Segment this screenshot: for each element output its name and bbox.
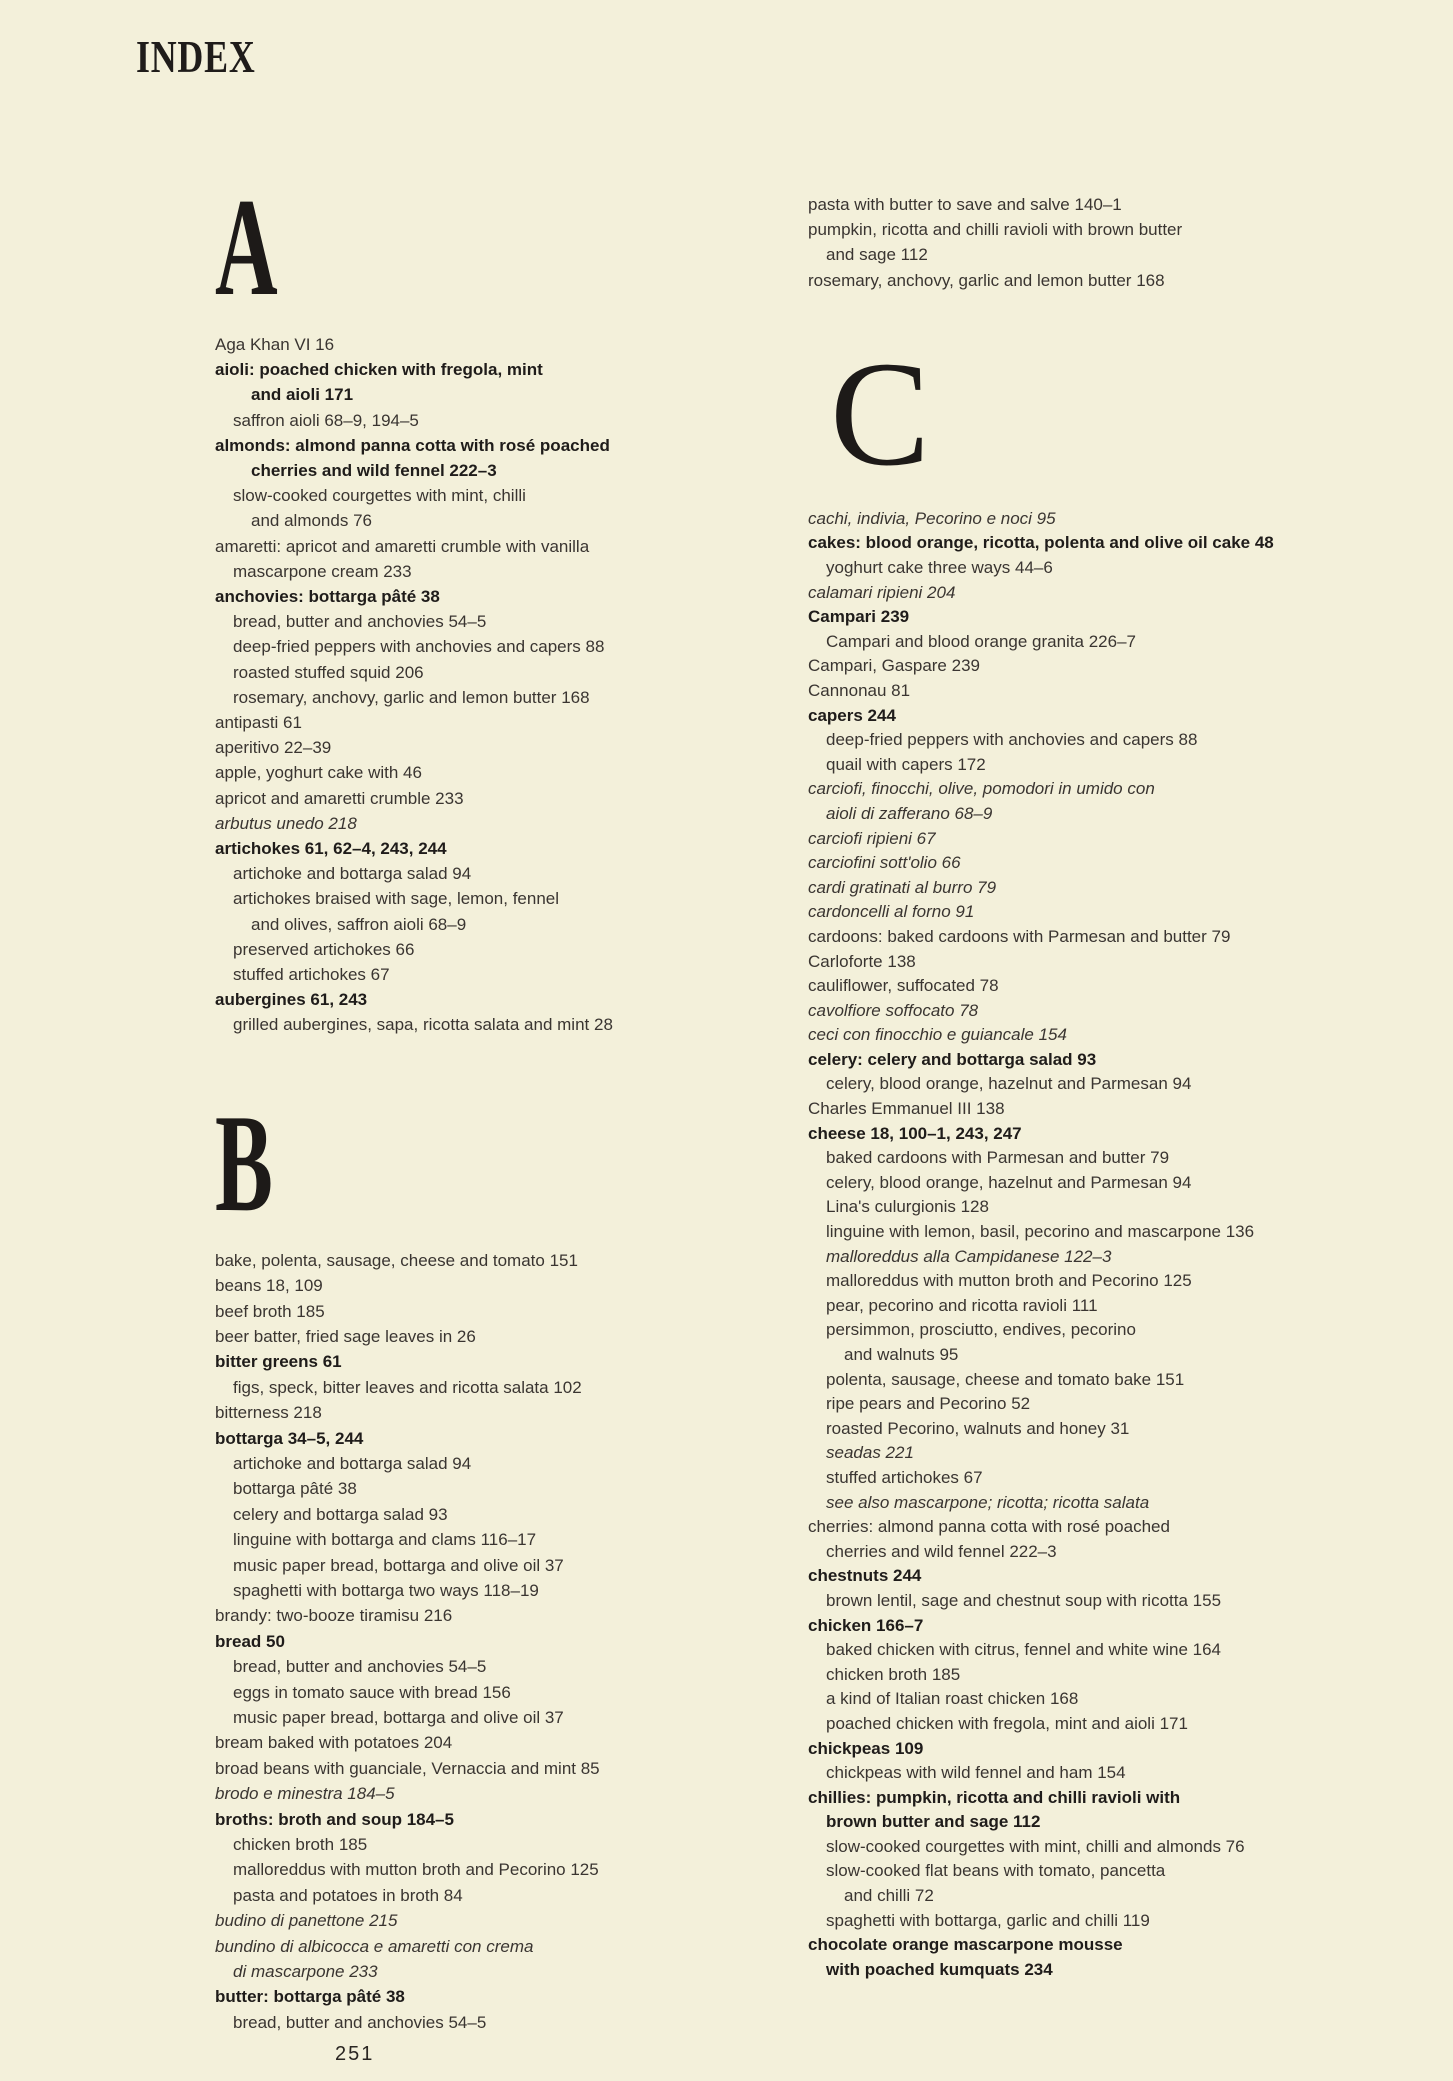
index-entry: chicken broth 185 [826,1664,961,1684]
index-entry: anchovies: bottarga pâté 38 [215,587,440,607]
index-entry: cakes: blood orange, ricotta, polenta and olive oil cake 48 [808,533,1274,553]
index-entry: almonds: almond panna cotta with rosé poached [215,435,610,455]
index-entry: bottarga pâté 38 [233,1479,357,1499]
index-entry: chillies: pumpkin, ricotta and chilli ravioli with [808,1787,1181,1807]
index-entry: deep-fried peppers with anchovies and capers 88 [826,730,1198,750]
index-entry: cavolfiore soffocato 78 [808,1000,979,1020]
index-entry: seadas 221 [826,1443,914,1463]
index-entry: bread, butter and anchovies 54–5 [233,1657,487,1677]
section-letter-b: B [215,1085,273,1241]
index-entry: artichokes braised with sage, lemon, fennel [233,889,560,909]
index-entry: slow-cooked courgettes with mint, chilli and almonds 76 [826,1836,1245,1856]
index-entry: brandy: two-booze tiramisu 216 [215,1606,453,1626]
index-entry: Aga Khan VI 16 [215,335,335,354]
index-entry: aperitivo 22–39 [215,738,332,758]
index-entry: roasted Pecorino, walnuts and honey 31 [826,1418,1130,1438]
index-entry: spaghetti with bottarga two ways 118–19 [233,1580,539,1600]
index-entry: pasta and potatoes in broth 84 [233,1885,463,1905]
index-entry: arbutus unedo 218 [215,813,357,833]
left-column [215,170,775,2081]
section-letter-c: C [830,330,931,497]
index-entry: Campari, Gaspare 239 [808,656,980,676]
index-entry: Lina's culurgionis 128 [826,1197,989,1217]
index-entry: pear, pecorino and ricotta ravioli 111 [826,1295,1098,1315]
index-entry: slow-cooked flat beans with tomato, pancetta [826,1861,1166,1881]
index-entry: bread, butter and anchovies 54–5 [233,2012,487,2032]
index-entry: a kind of Italian roast chicken 168 [826,1689,1079,1709]
index-entry: chickpeas with wild fennel and ham 154 [826,1763,1126,1783]
index-entry: aubergines 61, 243 [215,990,368,1010]
index-entry: di mascarpone 233 [233,1962,378,1982]
index-entry: aioli: poached chicken with fregola, mint [215,360,543,380]
index-entry: budino di panettone 215 [215,1911,398,1931]
index-entry: malloreddus with mutton broth and Pecorino 125 [233,1860,599,1880]
index-entry: celery: celery and bottarga salad 93 [808,1049,1097,1069]
index-entry: cardoons: baked cardoons with Parmesan and butter 79 [808,926,1231,946]
index-entry: see also mascarpone; ricotta; ricotta salata [826,1492,1150,1512]
index-entry: carciofi ripieni 67 [808,828,936,848]
index-entry: apple, yoghurt cake with 46 [215,763,422,783]
index-entry: linguine with bottarga and clams 116–17 [233,1530,537,1550]
index-entry: capers 244 [808,705,896,725]
index-entry: bottarga 34–5, 244 [215,1428,364,1448]
index-entry: chickpeas 109 [808,1738,924,1758]
index-entry: bream baked with potatoes 204 [215,1733,453,1753]
section-a [215,170,775,1038]
section-b [215,1085,775,2036]
index-entry: amaretti: apricot and amaretti crumble with vanilla [215,536,590,556]
entry-list-b-continued [808,192,1368,293]
index-entry: Campari and blood orange granita 226–7 [826,631,1137,651]
index-entry: artichoke and bottarga salad 94 [233,864,472,884]
index-entry: cardoncelli al forno 91 [808,902,975,922]
index-entry: cauliflower, suffocated 78 [808,976,999,996]
index-entry: aioli di zafferano 68–9 [826,803,993,823]
index-entry: broad beans with guanciale, Vernaccia and mint 85 [215,1758,600,1778]
index-entry: Carloforte 138 [808,951,916,971]
index-entry: beef broth 185 [215,1301,325,1321]
index-entry: Campari 239 [808,607,910,627]
index-entry: music paper bread, bottarga and olive oil 37 [233,1555,564,1575]
index-entry: and aioli 171 [251,385,354,405]
index-entry: bitter greens 61 [215,1352,342,1372]
index-entry: preserved artichokes 66 [233,939,415,959]
index-entry: Charles Emmanuel III 138 [808,1099,1005,1119]
index-entry: baked chicken with citrus, fennel and white wine 164 [826,1640,1222,1660]
index-entry: chicken 166–7 [808,1615,924,1635]
index-entry: chestnuts 244 [808,1566,922,1586]
index-entry: malloreddus alla Campidanese 122–3 [826,1246,1112,1266]
index-entry: celery, blood orange, hazelnut and Parmesan 94 [826,1074,1192,1094]
index-entry: brodo e minestra 184–5 [215,1784,395,1804]
index-entry: cardi gratinati al burro 79 [808,877,997,897]
index-entry: butter: bottarga pâté 38 [215,1987,405,2007]
index-entry: celery, blood orange, hazelnut and Parmesan 94 [826,1172,1192,1192]
index-entry: broths: broth and soup 184–5 [215,1809,454,1829]
index-entry: carciofi, finocchi, olive, pomodori in umido con [808,779,1155,799]
index-entry: and walnuts 95 [844,1345,959,1364]
index-entry: and almonds 76 [251,511,372,531]
index-entry: quail with capers 172 [826,754,986,774]
index-entry: antipasti 61 [215,713,302,733]
index-entry: cachi, indivia, Pecorino e noci 95 [808,508,1056,528]
index-entry: bake, polenta, sausage, cheese and tomato 151 [215,1250,578,1270]
index-entry: persimmon, prosciutto, endives, pecorino [826,1320,1136,1340]
index-entry: cherries and wild fennel 222–3 [251,461,497,481]
index-entry: apricot and amaretti crumble 233 [215,788,464,808]
section-letter-a: A [215,170,278,325]
index-entry: and chilli 72 [844,1886,934,1906]
index-entry: brown lentil, sage and chestnut soup with ricotta 155 [826,1590,1222,1610]
index-entry: ceci con finocchio e guiancale 154 [808,1025,1067,1045]
index-entry: pumpkin, ricotta and chilli ravioli with brown butter [808,220,1183,240]
index-entry: artichoke and bottarga salad 94 [233,1453,472,1473]
index-entry: figs, speck, bitter leaves and ricotta salata 102 [233,1377,582,1397]
index-entry: music paper bread, bottarga and olive oil 37 [233,1708,564,1727]
entry-list-b [215,1248,775,2036]
index-entry: celery and bottarga salad 93 [233,1504,448,1524]
index-entry: calamari ripieni 204 [808,582,956,602]
index-entry: brown butter and sage 112 [826,1812,1041,1832]
right-column [808,192,1368,2028]
index-entry: bread, butter and anchovies 54–5 [233,612,487,632]
index-entry: deep-fried peppers with anchovies and capers 88 [233,637,605,657]
section-b-continued [808,192,1368,293]
index-entry: carciofini sott'olio 66 [808,853,961,873]
index-entry: bundino di albicocca e amaretti con crema [215,1936,534,1956]
index-entry: baked cardoons with Parmesan and butter 79 [826,1148,1170,1168]
index-entry: bread 50 [215,1631,285,1651]
index-entry: bitterness 218 [215,1403,322,1423]
index-entry: cheese 18, 100–1, 243, 247 [808,1123,1022,1143]
index-entry: cherries: almond panna cotta with rosé poached [808,1517,1170,1537]
index-entry: and olives, saffron aioli 68–9 [251,914,467,934]
index-entry: stuffed artichokes 67 [233,965,390,985]
index-entry: stuffed artichokes 67 [826,1467,983,1487]
index-entry: and sage 112 [826,245,928,265]
index-entry: poached chicken with fregola, mint and aioli 171 [826,1713,1188,1733]
page-number: 251 [335,2043,375,2065]
index-entry: malloreddus with mutton broth and Pecorino 125 [826,1271,1192,1291]
index-entry: rosemary, anchovy, garlic and lemon butter 168 [233,687,590,707]
index-entry: beer batter, fried sage leaves in 26 [215,1326,476,1346]
index-entry: with poached kumquats 234 [826,1959,1053,1979]
index-entry: artichokes 61, 62–4, 243, 244 [215,839,447,859]
index-entry: polenta, sausage, cheese and tomato bake 151 [826,1369,1185,1389]
index-entry: spaghetti with bottarga, garlic and chilli 119 [826,1910,1150,1930]
index-entry: chicken broth 185 [233,1835,368,1855]
index-entry: roasted stuffed squid 206 [233,662,424,682]
entry-list-c [808,507,1368,1983]
index-entry: mascarpone cream 233 [233,561,412,581]
entry-list-a [215,332,775,1038]
index-entry: pasta with butter to save and salve 140–1 [808,195,1122,214]
index-entry: cherries and wild fennel 222–3 [826,1541,1057,1561]
index-entry: linguine with lemon, basil, pecorino and mascarpone 136 [826,1222,1255,1242]
index-entry: eggs in tomato sauce with bread 156 [233,1682,511,1702]
index-entry: rosemary, anchovy, garlic and lemon butter 168 [808,270,1165,290]
index-entry: yoghurt cake three ways 44–6 [826,558,1053,577]
index-entry: slow-cooked courgettes with mint, chilli [233,486,526,506]
index-entry: chocolate orange mascarpone mousse [808,1935,1123,1955]
index-entry: ripe pears and Pecorino 52 [826,1394,1031,1414]
index-entry: beans 18, 109 [215,1276,323,1296]
page-title: INDEX [136,31,256,82]
index-entry: Cannonau 81 [808,680,911,700]
section-c [808,330,1368,1983]
index-entry: saffron aioli 68–9, 194–5 [233,410,419,430]
index-entry: grilled aubergines, sapa, ricotta salata and mint 28 [233,1015,613,1035]
